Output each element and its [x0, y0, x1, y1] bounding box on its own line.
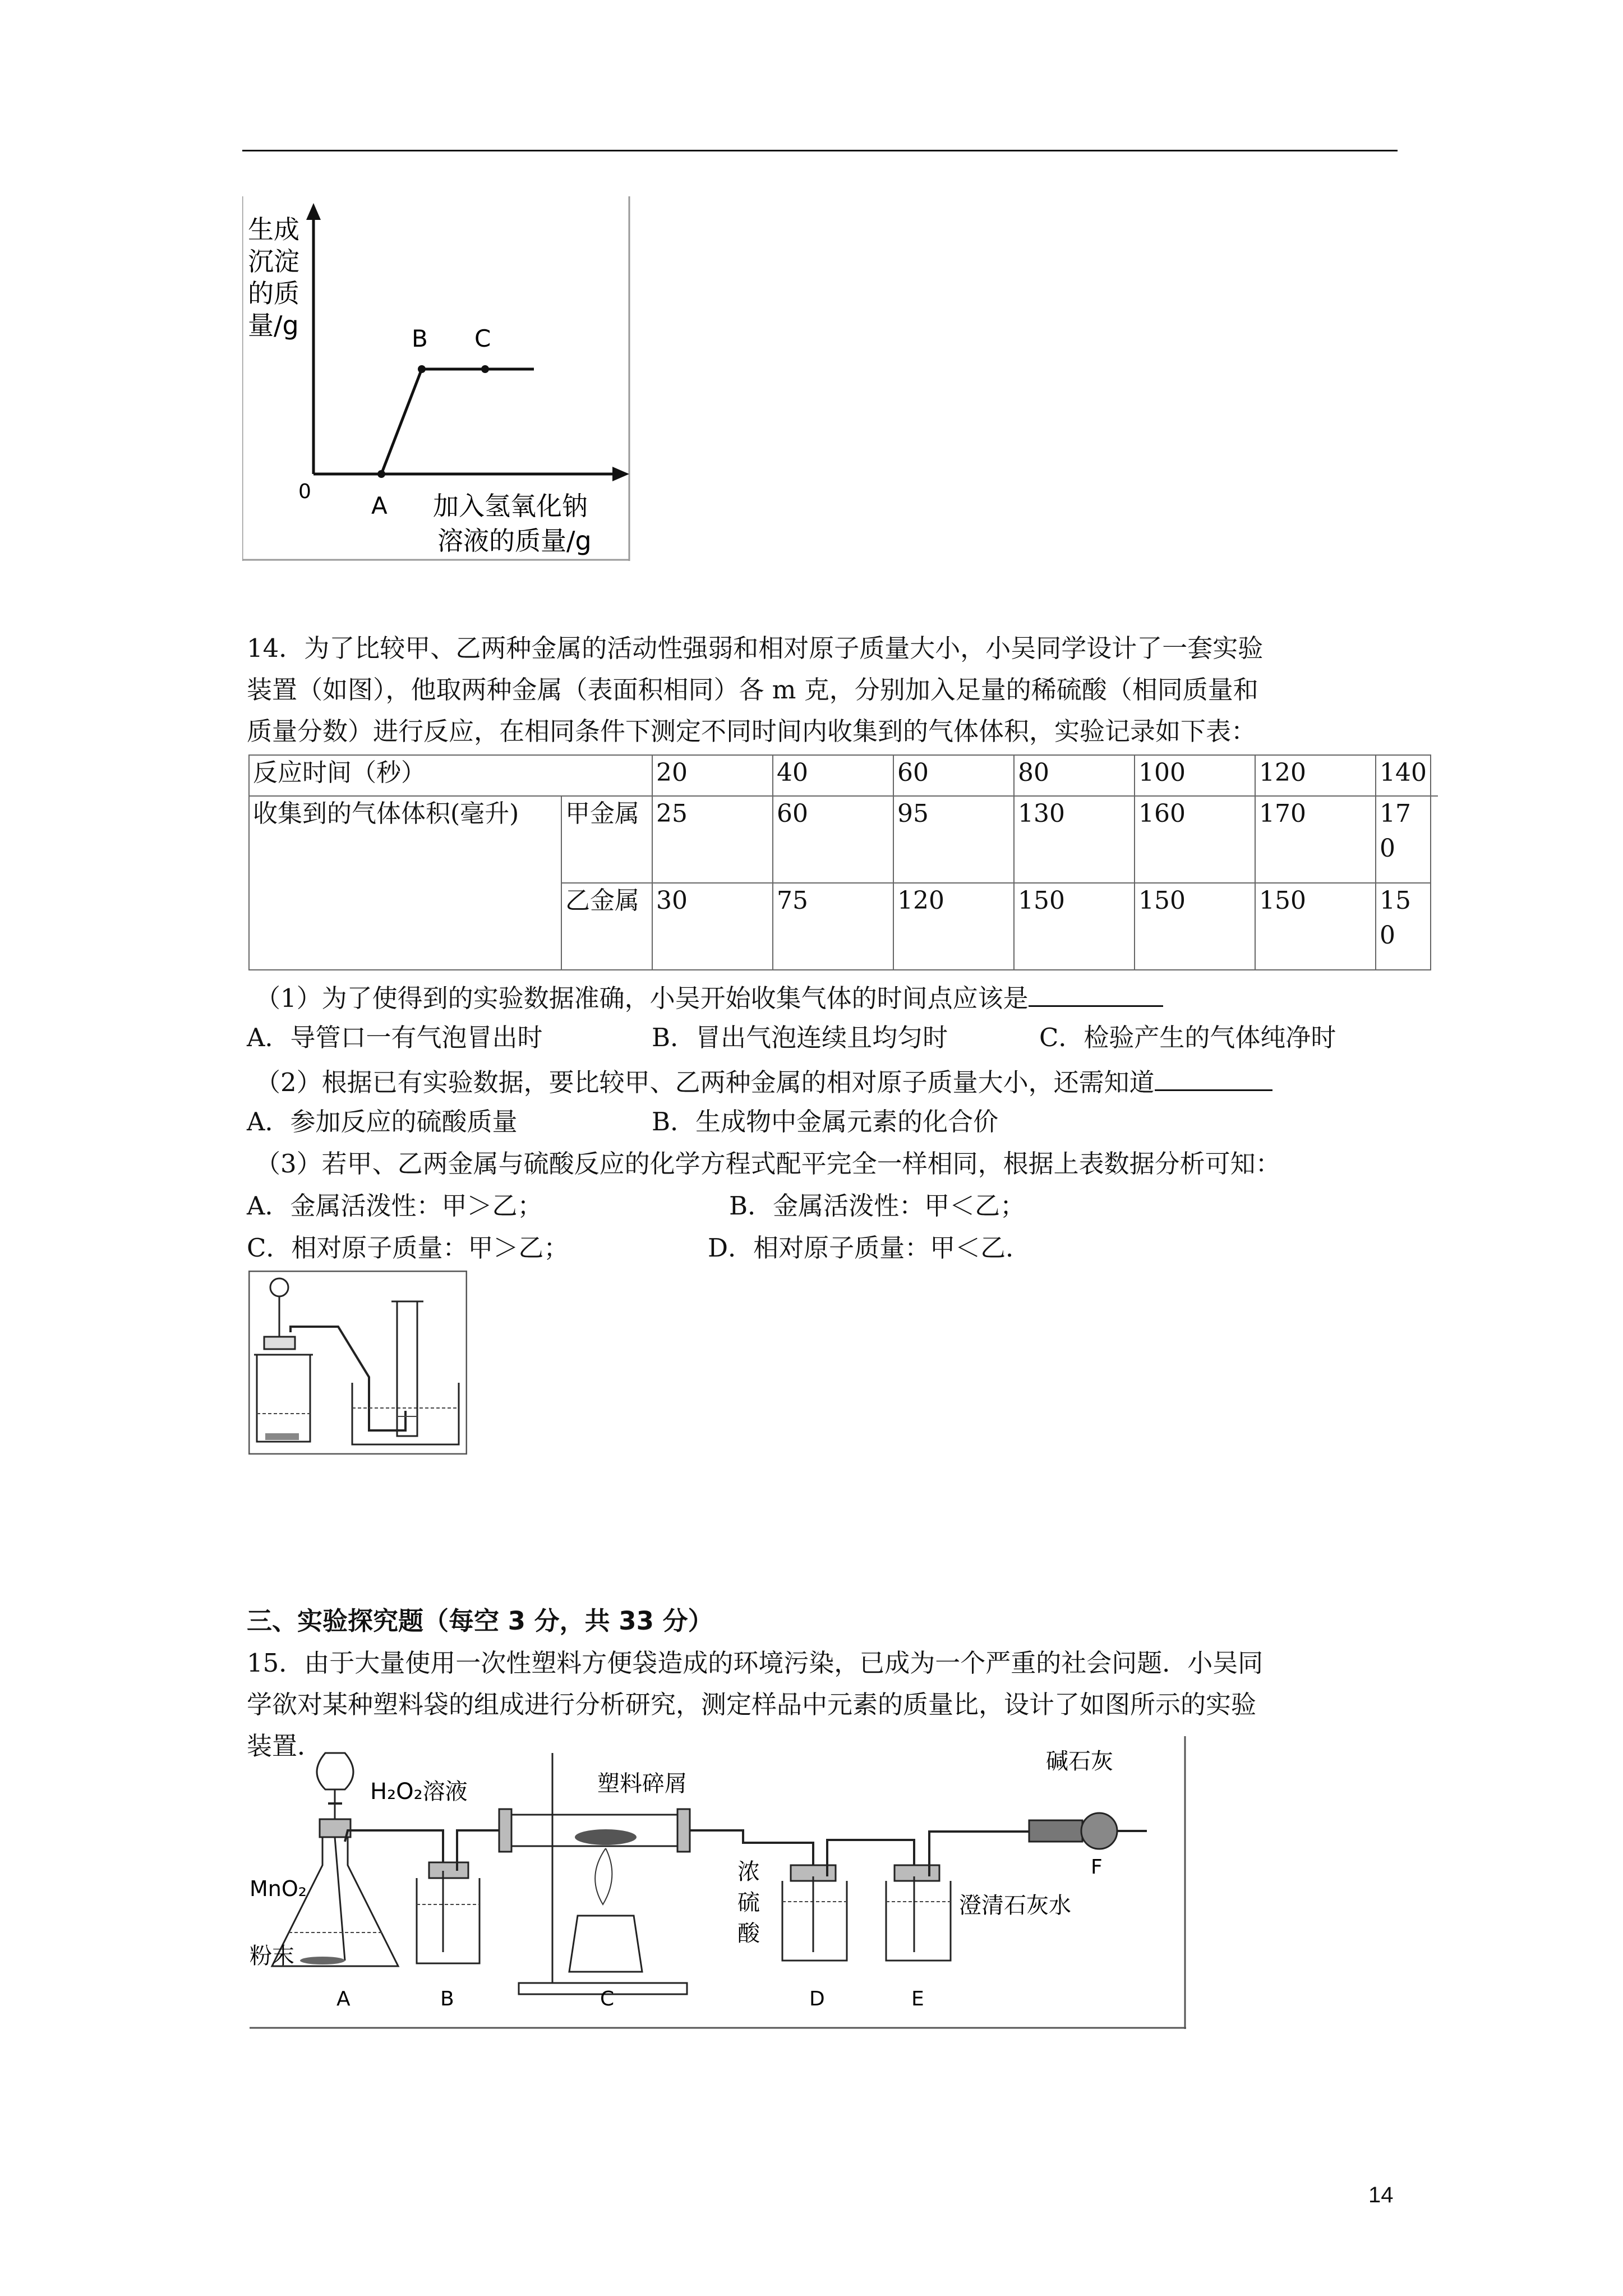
point-b-label: B: [412, 325, 428, 352]
page-number: 14: [1368, 2183, 1394, 2207]
label-e: E: [911, 1987, 924, 2010]
metal-b-label: 乙金属: [561, 883, 652, 970]
table-row: [249, 755, 1438, 796]
answer-blank[interactable]: [1155, 1067, 1272, 1091]
q15-line: 学欲对某种塑料袋的组成进行分析研究，测定样品中元素的质量比，设计了如图所示的实验: [247, 1690, 1257, 1719]
q14-sub3: （3）若甲、乙两金属与硫酸反应的化学方程式配平完全一样相同，根据上表数据分析可知：: [255, 1149, 1281, 1179]
time-cell: 60: [893, 755, 1014, 796]
value-cell: 160: [1135, 796, 1255, 883]
combustion-apparatus: [250, 1736, 1186, 2029]
answer-blank[interactable]: [1029, 983, 1163, 1007]
mno2-label: MnO₂: [250, 1876, 307, 1901]
point-a-label: A: [371, 492, 388, 519]
time-cell: 20: [652, 755, 773, 796]
ylabel-line: 沉淀: [248, 246, 299, 277]
ylabel-line: 生成: [248, 214, 299, 245]
q14-stem-line: 装置（如图），他取两种金属（表面积相同）各 m 克，分别加入足量的稀硫酸（相同质量和: [247, 675, 1258, 705]
time-cell: 100: [1135, 755, 1255, 796]
value-cell: 75: [773, 883, 893, 970]
time-cell: 80: [1014, 755, 1135, 796]
q15-line: 15．由于大量使用一次性塑料方便袋造成的环境污染，已成为一个严重的社会问题．小吴同: [247, 1648, 1264, 1678]
q14-sub1: （1）为了使得到的实验数据准确，小吴开始收集气体的时间点应该是: [255, 983, 1163, 1011]
value-cell: 95: [893, 796, 1014, 883]
value-cell: 60: [773, 796, 893, 883]
time-cell: 120: [1255, 755, 1376, 796]
value-cell: 150: [1014, 883, 1135, 970]
value-cell: 130: [1014, 796, 1135, 883]
label-b: B: [440, 1987, 454, 2010]
curve-rise: [381, 369, 422, 474]
empty-cell: [1431, 755, 1438, 796]
section-heading: 三、实验探究题（每空 3 分，共 33 分）: [247, 1606, 713, 1636]
precipitate-graph: [242, 196, 635, 561]
label-f: F: [1091, 1856, 1103, 1879]
q14-sub3-option-c: C．相对原子质量：甲＞乙；: [247, 1233, 569, 1263]
point-c-dot: [481, 365, 489, 373]
ylabel-line: 量/g: [248, 310, 299, 341]
value-cell-wrapped: 15 0: [1376, 883, 1431, 970]
metal-a-label: 甲金属: [561, 796, 652, 883]
value-cell: 30: [652, 883, 773, 970]
time-label-cell: 反应时间（秒）: [249, 755, 652, 796]
point-b-dot: [418, 365, 426, 373]
value-cell: 150: [1255, 883, 1376, 970]
limewater-label: 澄清石灰水: [959, 1893, 1071, 1918]
time-cell: 40: [773, 755, 893, 796]
y-axis-arrow: [306, 203, 321, 220]
ylabel-line: 的质: [248, 278, 299, 309]
q14-sub2-option-b: B．生成物中金属元素的化合价: [652, 1107, 999, 1137]
point-c-label: C: [474, 325, 491, 352]
label-a: A: [336, 1987, 351, 2010]
time-cell: 140: [1376, 755, 1431, 796]
value-cell: 150: [1135, 883, 1255, 970]
q14-sub3-option-a: A．金属活泼性：甲＞乙；: [247, 1191, 543, 1221]
xlabel-line: 溶液的质量/g: [437, 526, 592, 556]
conc-label: 酸: [737, 1921, 760, 1947]
x-axis-arrow: [612, 467, 629, 481]
conc-label: 硫: [737, 1890, 760, 1916]
powder-label: 粉末: [250, 1943, 294, 1969]
label-d: D: [809, 1987, 825, 2010]
q14-sub3-option-d: D．相对原子质量：甲＜乙．: [708, 1233, 1031, 1263]
q14-sub1-option-a: A．导管口一有气泡冒出时: [247, 1023, 543, 1052]
q14-stem-line: 质量分数）进行反应，在相同条件下测定不同时间内收集到的气体体积，实验记录如下表：: [247, 716, 1257, 746]
header-rule: [242, 150, 1398, 151]
q14-sub2: （2）根据已有实验数据，要比较甲、乙两种金属的相对原子质量大小，还需知道: [255, 1067, 1272, 1095]
q14-sub1-option-c: C．检验产生的气体纯净时: [1039, 1023, 1336, 1052]
q14-sub3-option-b: B．金属活泼性：甲＜乙；: [729, 1191, 1026, 1221]
funnel-bulb: [317, 1753, 353, 1789]
table-row: [249, 796, 1438, 883]
q14-stem-line: 14．为了比较甲、乙两种金属的活动性强弱和相对原子质量大小，小吴同学设计了一套实验: [247, 633, 1264, 663]
point-a-dot: [377, 470, 385, 478]
soda-lime-label: 碱石灰: [1046, 1749, 1113, 1774]
xlabel-line: 加入氢氧化钠: [433, 491, 588, 521]
q14-sub1-option-b: B．冒出气泡连续且均匀时: [652, 1023, 948, 1052]
reaction-table: [248, 754, 1438, 970]
origin-label: 0: [298, 480, 311, 503]
volume-label-cell: 收集到的气体体积(毫升): [249, 796, 561, 970]
value-cell: 25: [652, 796, 773, 883]
q14-sub2-option-a: A．参加反应的硫酸质量: [247, 1107, 518, 1137]
value-cell: 170: [1255, 796, 1376, 883]
plastic-label: 塑料碎屑: [597, 1771, 687, 1797]
conc-label: 浓: [737, 1859, 760, 1885]
q15-line: 装置．: [247, 1731, 323, 1761]
value-cell-wrapped: 17 0: [1376, 796, 1431, 883]
h2o2-label: H₂O₂溶液: [370, 1779, 468, 1805]
gas-collection-apparatus: [248, 1271, 467, 1455]
label-c: C: [600, 1987, 615, 2010]
value-cell: 120: [893, 883, 1014, 970]
